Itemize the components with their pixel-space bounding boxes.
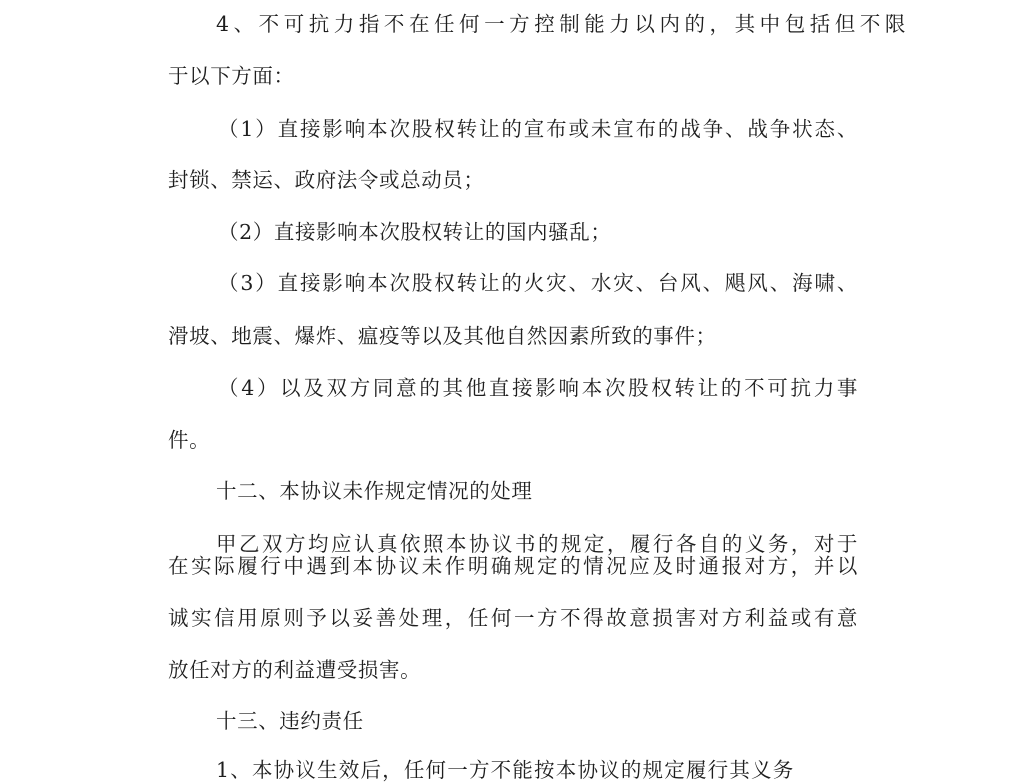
list-item-war: （1）直接影响本次股权转让的宣布或未宣布的战争、战争状态、 [218,117,858,141]
list-item-natural-disaster: （3）直接影响本次股权转让的火灾、水灾、台风、飓风、海啸、 [218,271,858,295]
paragraph-force-majeure-definition: 4、不可抗力指不在任何一方控制能力以内的，其中包括但不限 [216,12,906,36]
section-heading-12: 十二、本协议未作规定情况的处理 [216,479,533,503]
list-item-natural-disaster-cont: 滑坡、地震、爆炸、瘟疫等以及其他自然因素所致的事件； [168,324,717,348]
section-heading-13: 十三、违约责任 [216,709,364,733]
paragraph-force-majeure-definition-cont: 于以下方面： [168,64,295,88]
paragraph-section-12-line-3: 诚实信用原则予以妥善处理，任何一方不得故意损害对方利益或有意 [168,606,858,630]
list-item-other-agreed-cont: 件。 [168,428,211,452]
paragraph-section-12-line-4: 放任对方的利益遭受损害。 [168,658,422,682]
paragraph-section-12-line-2: 在实际履行中遇到本协议未作明确规定的情况应及时通报对方，并以 [168,554,858,578]
list-item-war-cont: 封锁、禁运、政府法令或总动员； [168,168,485,192]
paragraph-section-13-partial: 1、本协议生效后，任何一方不能按本协议的规定履行其义务 [216,758,795,782]
paragraph-section-12: 甲乙双方均应认真依照本协议书的规定，履行各自的义务，对于 [216,532,858,556]
list-item-riot: （2）直接影响本次股权转让的国内骚乱； [218,220,612,244]
list-item-other-agreed: （4）以及双方同意的其他直接影响本次股权转让的不可抗力事 [218,376,858,400]
